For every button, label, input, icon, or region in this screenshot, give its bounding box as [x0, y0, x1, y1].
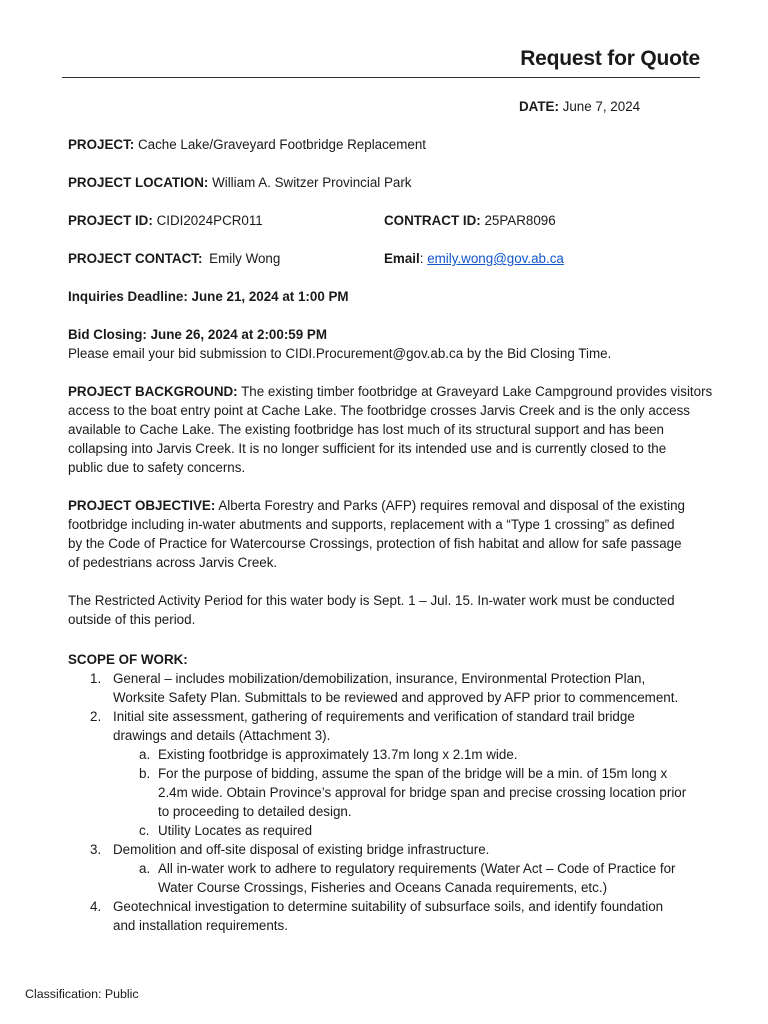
page-title: Request for Quote	[520, 47, 700, 70]
scope-item-text: and installation requirements.	[113, 918, 288, 933]
project-objective	[68, 496, 708, 572]
contract-id-label: CONTRACT ID:	[384, 213, 481, 228]
scope-subitem-text: to proceeding to detailed design.	[158, 804, 352, 819]
restricted-line: outside of this period.	[68, 612, 196, 627]
restricted-activity-period	[68, 591, 708, 629]
background-line: collapsing into Jarvis Creek. It is no longer sufficient for its intended use and is currently closed to the	[68, 441, 667, 456]
background-line: access to the boat entry point at Cache Lake. The footbridge crosses Jarvis Creek and is the only access	[68, 403, 691, 418]
email-label: Email	[384, 251, 420, 266]
scope-item	[68, 707, 708, 840]
email-line	[384, 249, 564, 268]
date-line	[519, 97, 640, 116]
objective-line: footbridge including in-water abutments and supports, replacement with a “Type 1 crossing” as defined	[68, 517, 675, 532]
bid-closing: Bid Closing: June 26, 2024 at 2:00:59 PM	[68, 327, 327, 342]
scope-item-text: drawings and details (Attachment 3).	[113, 728, 331, 743]
objective-line: by the Code of Practice for Watercourse Crossings, protection of fish habitat and allow for safe passage	[68, 536, 682, 551]
scope-subitem-text: Existing footbridge is approximately 13.7m long x 2.1m wide.	[158, 747, 518, 762]
scope-item	[68, 669, 708, 707]
scope-item-number: 1.	[90, 671, 102, 686]
project-name-label: PROJECT:	[68, 137, 135, 152]
scope-subitem	[68, 859, 708, 897]
project-location-line	[68, 173, 412, 192]
background-label: PROJECT BACKGROUND:	[68, 384, 238, 399]
bid-instructions: Please email your bid submission to CIDI.Procurement@gov.ab.ca by the Bid Closing Time.	[68, 346, 612, 361]
scope-item-text: Geotechnical investigation to determine suitability of subsurface soils, and identify foundation	[113, 899, 664, 914]
project-location-value: William A. Switzer Provincial Park	[212, 175, 412, 190]
scope-subitem-letter: a.	[139, 861, 151, 876]
scope-item-number: 3.	[90, 842, 102, 857]
objective-text: Alberta Forestry and Parks (AFP) requires removal and disposal of the existing	[218, 498, 685, 513]
email-separator: :	[419, 251, 424, 266]
scope-item-text: Worksite Safety Plan. Submittals to be reviewed and approved by AFP prior to commencement.	[113, 690, 679, 705]
objective-line	[68, 496, 708, 515]
scope-of-work	[68, 650, 708, 935]
scope-item-text: Initial site assessment, gathering of requirements and verification of standard trail bridge	[113, 709, 635, 724]
scope-subitem-text: Water Course Crossings, Fisheries and Oceans Canada requirements, etc.)	[158, 880, 608, 895]
project-id-label: PROJECT ID:	[68, 213, 153, 228]
inquiries-deadline: Inquiries Deadline: June 21, 2024 at 1:00 PM	[68, 289, 349, 304]
background-line: public due to safety concerns.	[68, 460, 246, 475]
contract-id-line	[384, 211, 556, 230]
scope-item-text: General – includes mobilization/demobilization, insurance, Environmental Protection Plan,	[113, 671, 646, 686]
scope-item	[68, 840, 708, 897]
email-link[interactable]: emily.wong@gov.ab.ca	[427, 251, 564, 266]
scope-subitem-letter: c.	[139, 823, 150, 838]
scope-subitem	[68, 745, 708, 764]
background-text: The existing timber footbridge at Graveyard Lake Campground provides visitors	[241, 384, 713, 399]
objective-label: PROJECT OBJECTIVE:	[68, 498, 216, 513]
date-label: DATE:	[519, 99, 559, 114]
title-divider	[62, 77, 700, 78]
scope-subitem-text: 2.4m wide. Obtain Province’s approval for bridge span and precise crossing location prior	[158, 785, 687, 800]
project-location-label: PROJECT LOCATION:	[68, 175, 209, 190]
scope-subitem-text: Utility Locates as required	[158, 823, 313, 838]
scope-item	[68, 897, 708, 935]
restricted-line: The Restricted Activity Period for this water body is Sept. 1 – Jul. 15. In-water work must be conducted	[68, 593, 675, 608]
scope-subitem-text: For the purpose of bidding, assume the span of the bridge will be a min. of 15m long x	[158, 766, 668, 781]
scope-item-number: 2.	[90, 709, 102, 724]
project-contact-label: PROJECT CONTACT:	[68, 251, 203, 266]
scope-item-text: Demolition and off-site disposal of existing bridge infrastructure.	[113, 842, 490, 857]
scope-item-number: 4.	[90, 899, 102, 914]
project-id-value: CIDI2024PCR011	[156, 213, 263, 228]
scope-heading: SCOPE OF WORK:	[68, 652, 188, 667]
project-name-value: Cache Lake/Graveyard Footbridge Replacement	[137, 137, 427, 152]
scope-subitem-letter: a.	[139, 747, 151, 762]
background-line	[68, 382, 713, 401]
project-id-line	[68, 211, 263, 230]
project-name-line	[68, 135, 426, 154]
scope-subitem	[68, 764, 708, 821]
scope-subitem-letter: b.	[139, 766, 151, 781]
project-background	[68, 382, 713, 477]
objective-line: of pedestrians across Jarvis Creek.	[68, 555, 278, 570]
classification-footer: Classification: Public	[25, 987, 139, 1001]
scope-subitem	[68, 821, 708, 840]
background-line: available to Cache Lake. The existing footbridge has lost much of its structural support and has been	[68, 422, 664, 437]
scope-subitem-text: All in-water work to adhere to regulatory requirements (Water Act – Code of Practice for	[158, 861, 676, 876]
contract-id-value: 25PAR8096	[484, 213, 556, 228]
project-contact-value: Emily Wong	[209, 251, 281, 266]
project-contact-line	[68, 249, 280, 268]
date-value: June 7, 2024	[562, 99, 641, 114]
